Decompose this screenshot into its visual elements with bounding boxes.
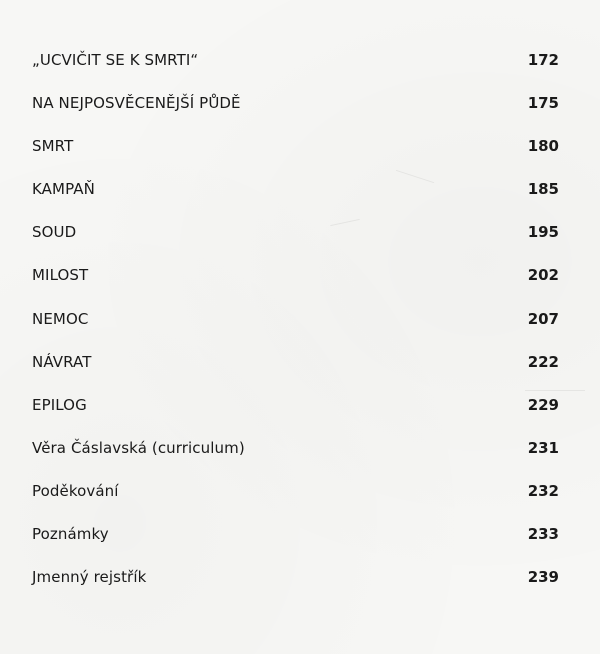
toc-entry-title: MILOST: [32, 266, 89, 285]
toc-entry-page-number: 207: [527, 309, 559, 328]
toc-entry-page-number: 185: [527, 180, 559, 199]
table-of-contents: [32, 47, 559, 607]
toc-entry-page-number: 233: [527, 525, 559, 544]
toc-entry-title: „UCVIČIT SE K SMRTI“: [32, 51, 199, 69]
toc-entry-page-number: 229: [527, 395, 559, 414]
toc-entry: [32, 47, 559, 90]
toc-entry-title: Poznámky: [32, 525, 109, 544]
toc-entry-title: Poděkování: [32, 481, 119, 500]
toc-entry-page-number: 195: [527, 223, 559, 242]
toc-entry-title: NEMOC: [32, 309, 89, 328]
toc-entry: [32, 90, 559, 133]
toc-entry-title: Věra Čáslavská (curriculum): [32, 438, 245, 457]
toc-entry-page-number: 175: [527, 94, 559, 113]
toc-entry-page-number: 239: [527, 568, 559, 587]
toc-entry-page-number: 172: [527, 51, 559, 69]
toc-entry: [32, 349, 559, 392]
toc-entry-page-number: 202: [527, 266, 559, 285]
toc-entry-title: EPILOG: [32, 395, 87, 414]
toc-entry-page-number: 222: [527, 352, 559, 371]
toc-entry: [32, 435, 559, 478]
toc-entry-title: SMRT: [32, 137, 74, 156]
toc-entry: [32, 133, 559, 176]
toc-entry: [32, 176, 559, 219]
toc-entry-title: SOUD: [32, 223, 77, 242]
toc-entry: [32, 478, 559, 521]
toc-entry: [32, 521, 559, 564]
toc-entry: [32, 262, 559, 305]
toc-entry-page-number: 231: [527, 438, 559, 457]
toc-entry-title: Jmenný rejstřík: [32, 568, 147, 587]
toc-entry-page-number: 232: [527, 481, 559, 500]
toc-entry: [32, 219, 559, 262]
toc-entry: [32, 392, 559, 435]
toc-entry-title: KAMPAŇ: [32, 180, 95, 199]
toc-entry: [32, 564, 559, 607]
toc-entry: [32, 306, 559, 349]
toc-entry-title: NA NEJPOSVĚCENĚJŠÍ PŮDĚ: [32, 94, 241, 113]
toc-entry-page-number: 180: [527, 137, 559, 156]
toc-entry-title: NÁVRAT: [32, 352, 92, 371]
